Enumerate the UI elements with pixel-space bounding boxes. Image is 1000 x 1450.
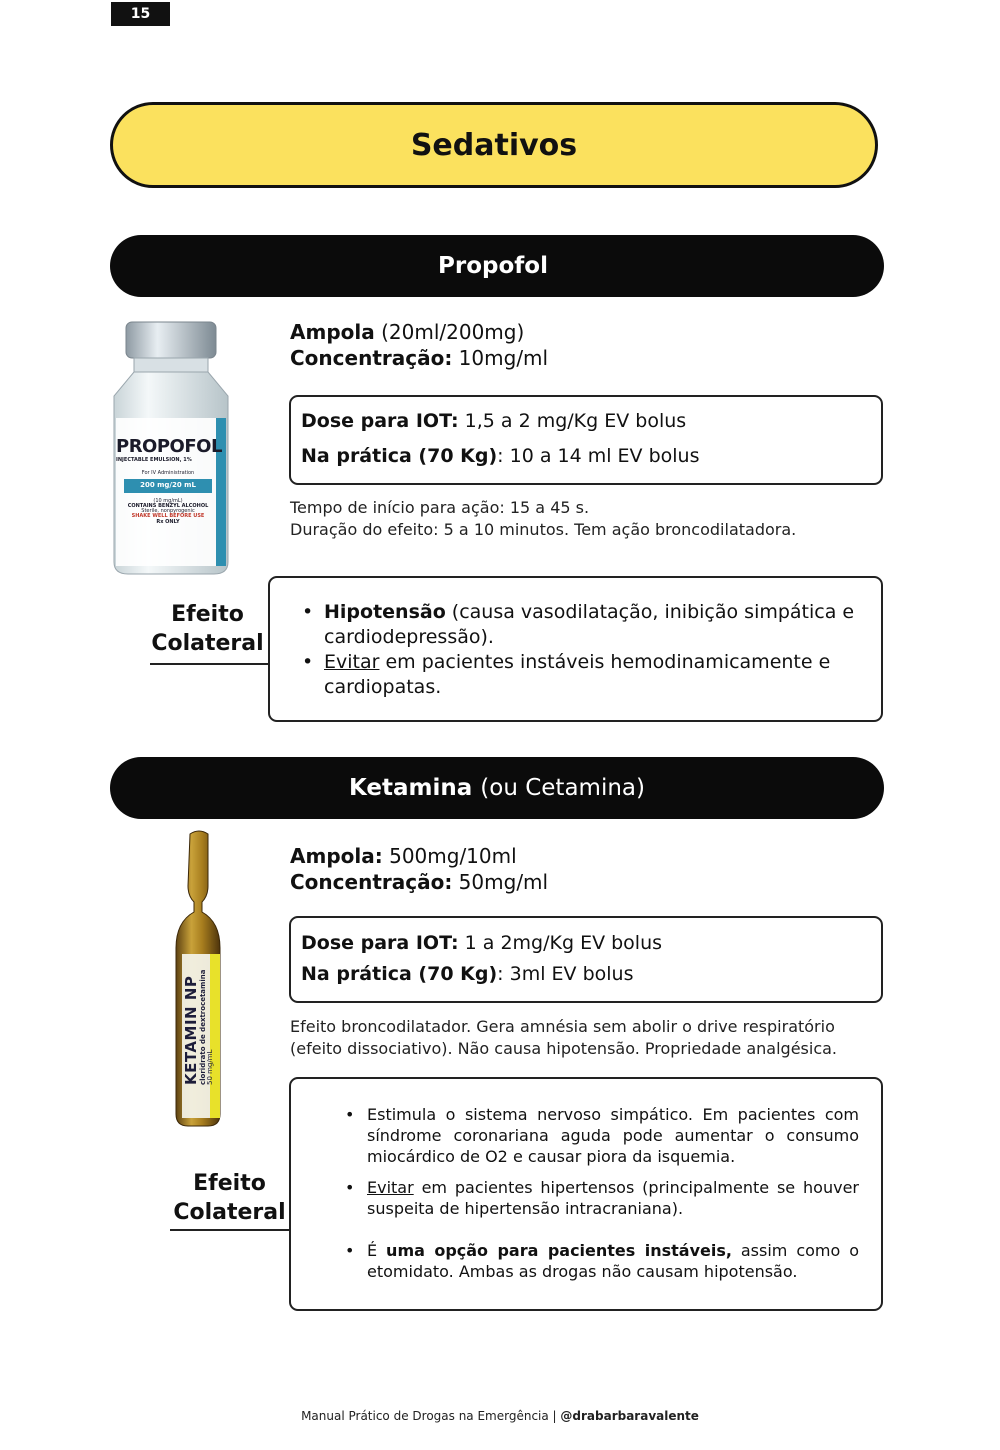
ketamina-dose-pratica: Na prática (70 Kg): 3ml EV bolus — [301, 963, 634, 985]
ketamina-effect-rule — [170, 1229, 290, 1231]
vial-brand: PROPOFOL — [116, 436, 222, 457]
propofol-dose-box — [289, 395, 883, 485]
ampoule-sub: cloridrato de dextrocetamina — [198, 969, 207, 1085]
ketamina-note-1: Efeito broncodilatador. Gera amnésia sem abolir o drive respiratório — [290, 1017, 835, 1036]
propofol-effects-box — [268, 576, 883, 722]
page-number: 15 — [111, 2, 170, 26]
ketamina-ampola: Ampola: 500mg/10ml — [290, 844, 517, 868]
propofol-dose-iot: Dose para IOT: 1,5 a 2 mg/Kg EV bolus — [301, 410, 687, 432]
ketamina-concentracao: Concentração: 50mg/ml — [290, 870, 549, 894]
ketamina-header-name: Ketamina — [349, 775, 473, 801]
vial-sub: INJECTABLE EMULSION, 1% — [116, 456, 192, 463]
ketamina-header-suffix: (ou Cetamina) — [480, 775, 645, 801]
vial-line-1: (10 mg/mL) — [153, 497, 183, 504]
propofol-effect-rule — [150, 663, 270, 665]
ketamina-notes — [290, 1016, 900, 1060]
ampoule-conc: 50 mg/mL — [206, 1049, 215, 1085]
propofol-effects-list — [302, 600, 859, 700]
propofol-note-duration: Duração do efeito: 5 a 10 minutos. Tem ação broncodilatadora. — [290, 520, 797, 539]
ketamina-effect-evitar: • Evitar em pacientes hipertensos (principalmente se houver suspeita de hipertensão intracraniana). — [367, 1177, 859, 1219]
propofol-effect-hipotensao: • Hipotensão (causa vasodilatação, inibição simpática e cardiodepressão). — [324, 600, 859, 650]
propofol-effect-evitar: • Evitar em pacientes instáveis hemodinamicamente e cardiopatas. — [324, 650, 859, 700]
footer-text: Manual Prático de Drogas na Emergência | — [301, 1409, 561, 1423]
propofol-header — [110, 235, 884, 297]
propofol-notes — [290, 497, 890, 541]
page-title: Sedativos — [110, 102, 878, 188]
ketamina-effects-list — [345, 1104, 859, 1282]
ketamina-effect-label: Efeito Colateral — [173, 1171, 286, 1225]
propofol-ampola: Ampola (20ml/200mg) — [290, 320, 525, 344]
ketamina-ampoule-label — [183, 915, 219, 1085]
propofol-effect-label: Efeito Colateral — [151, 602, 264, 656]
ampoule-brand: KETAMIN NP — [182, 975, 200, 1085]
vial-line-5: Rx ONLY — [156, 518, 180, 525]
propofol-header-name: Propofol — [438, 253, 548, 279]
ketamina-effects-box — [289, 1077, 883, 1311]
propofol-vial-label — [116, 438, 220, 525]
ketamina-header — [110, 757, 884, 819]
ketamina-effect-opcao: • É uma opção para pacientes instáveis, assim como o etomidato. Ambas as drogas não causam hipotensão. — [367, 1240, 859, 1282]
propofol-note-onset: Tempo de início para ação: 15 a 45 s. — [290, 498, 590, 517]
vial-line-3: Sterile, nonpyrogenic — [141, 508, 195, 515]
vial-strength: 200 mg/20 mL — [124, 479, 212, 492]
vial-line-4: SHAKE WELL BEFORE USE — [131, 513, 205, 520]
propofol-presentation — [290, 319, 870, 371]
ketamina-note-2: (efeito dissociativo). Não causa hipotensão. Propriedade analgésica. — [290, 1039, 837, 1058]
footer-handle: @drabarbaravalente — [560, 1409, 699, 1423]
ketamina-effect-simpatico: • Estimula o sistema nervoso simpático. Em pacientes com síndrome coronariana aguda pode aumentar o consumo miocárdico de O2 e causar piora da isquemia. — [367, 1104, 859, 1167]
vial-admin: For IV Administration — [141, 470, 195, 477]
ketamina-dose-iot: Dose para IOT: 1 a 2mg/Kg EV bolus — [301, 932, 663, 954]
ketamina-dose-box — [289, 916, 883, 1003]
ketamina-presentation — [290, 843, 870, 895]
propofol-concentracao: Concentração: 10mg/ml — [290, 346, 549, 370]
page-footer — [0, 1409, 1000, 1423]
vial-line-2: CONTAINS BENZYL ALCOHOL — [127, 502, 209, 509]
propofol-dose-pratica: Na prática (70 Kg): 10 a 14 ml EV bolus — [301, 445, 700, 467]
